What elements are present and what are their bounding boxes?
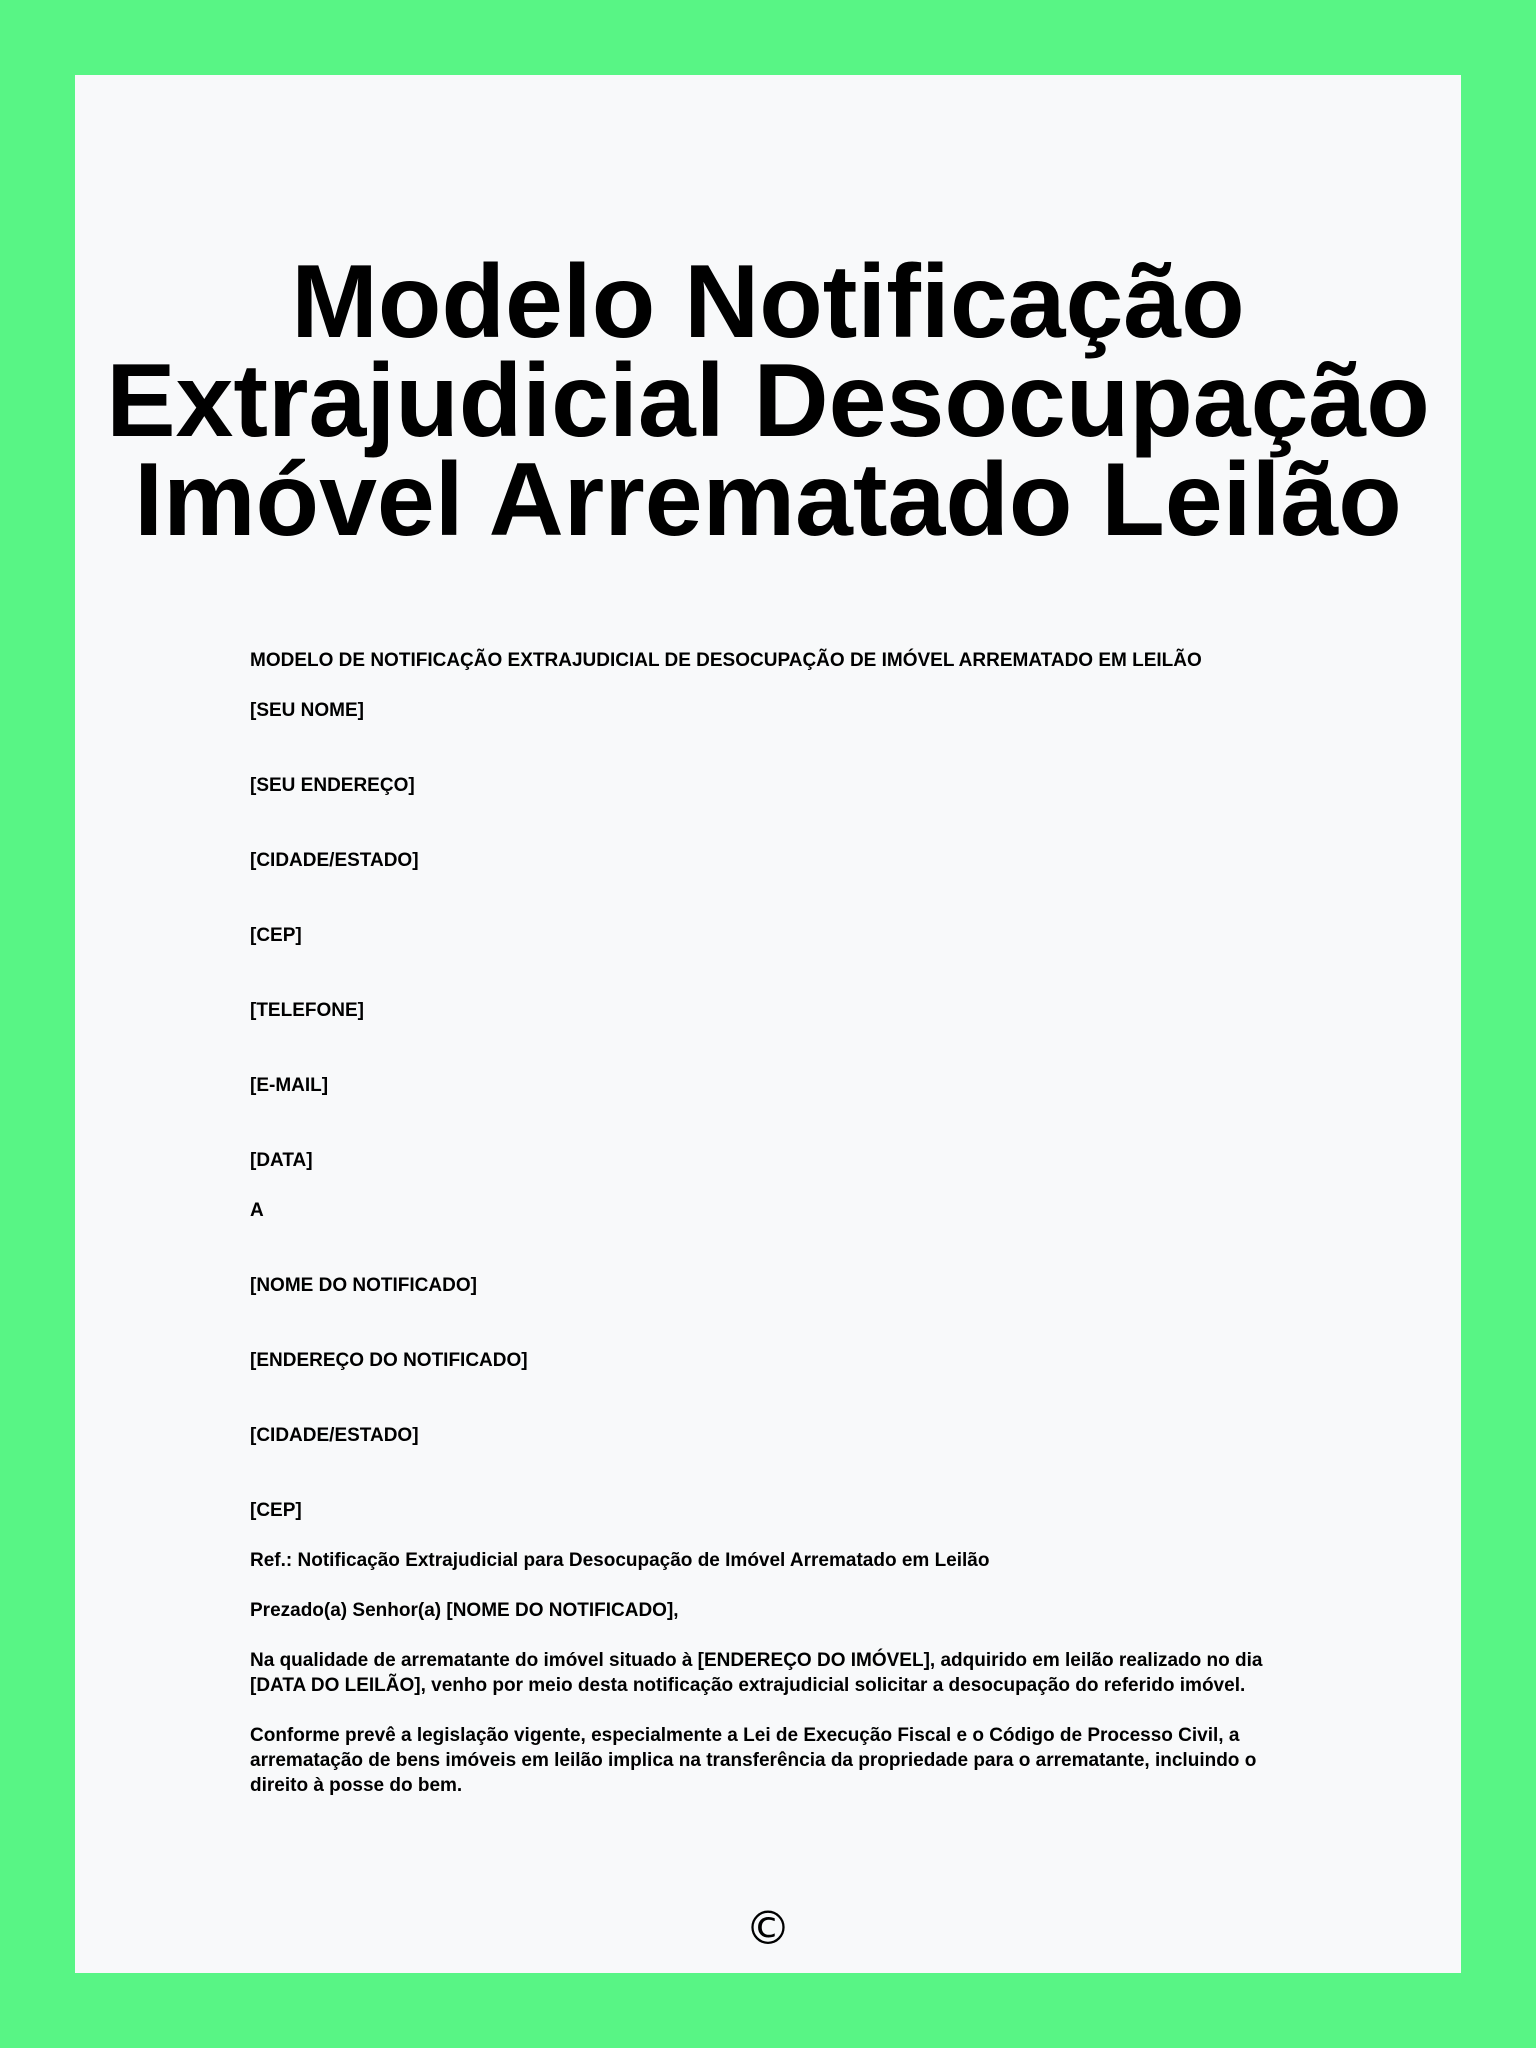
recipient-to: A: [250, 1200, 264, 1221]
recipient-city-state: [CIDADE/ESTADO]: [250, 1425, 419, 1446]
recipient-address: [ENDEREÇO DO NOTIFICADO]: [250, 1350, 528, 1371]
sender-phone: [TELEFONE]: [250, 1000, 364, 1021]
recipient-name: [NOME DO NOTIFICADO]: [250, 1275, 477, 1296]
body-paragraph: Conforme prevê a legislação vigente, especialmente a Lei de Execução Fiscal e o Código de Processo Civil, a arrematação de bens imóveis em leilão implica na transferência da propriedade para o arrematante, incluindo o direito à posse do bem.: [250, 1725, 1257, 1796]
body-paragraph: Na qualidade de arrematante do imóvel situado à [ENDEREÇO DO IMÓVEL], adquirido em leilão realizado no dia [DATA DO LEILÃO], venho por meio desta notificação extrajudicial solicitar a desocupação do referido imóvel.: [250, 1650, 1263, 1696]
document-heading: MODELO DE NOTIFICAÇÃO EXTRAJUDICIAL DE DESOCUPAÇÃO DE IMÓVEL ARREMATADO EM LEILÃO: [250, 650, 1202, 671]
sender-name: [SEU NOME]: [250, 700, 364, 721]
greeting: Prezado(a) Senhor(a) [NOME DO NOTIFICADO],: [250, 1600, 679, 1621]
sender-cep: [CEP]: [250, 925, 302, 946]
recipient-cep: [CEP]: [250, 1500, 302, 1521]
sender-date: [DATA]: [250, 1150, 313, 1171]
reference-line: Ref.: Notificação Extrajudicial para Desocupação de Imóvel Arrematado em Leilão: [250, 1550, 990, 1571]
copyright-icon: ©: [745, 1901, 791, 1955]
document-title: [75, 244, 1461, 558]
document-body: [250, 648, 1370, 1798]
sender-address: [SEU ENDEREÇO]: [250, 775, 415, 796]
document-page: [75, 75, 1461, 1973]
title-line-1: Modelo Notificação: [291, 244, 1245, 360]
title-line-2: Extrajudicial Desocupação: [106, 343, 1430, 459]
sender-email: [E-MAIL]: [250, 1075, 329, 1096]
sender-city-state: [CIDADE/ESTADO]: [250, 850, 419, 871]
title-line-3: Imóvel Arrematado Leilão: [134, 442, 1402, 558]
